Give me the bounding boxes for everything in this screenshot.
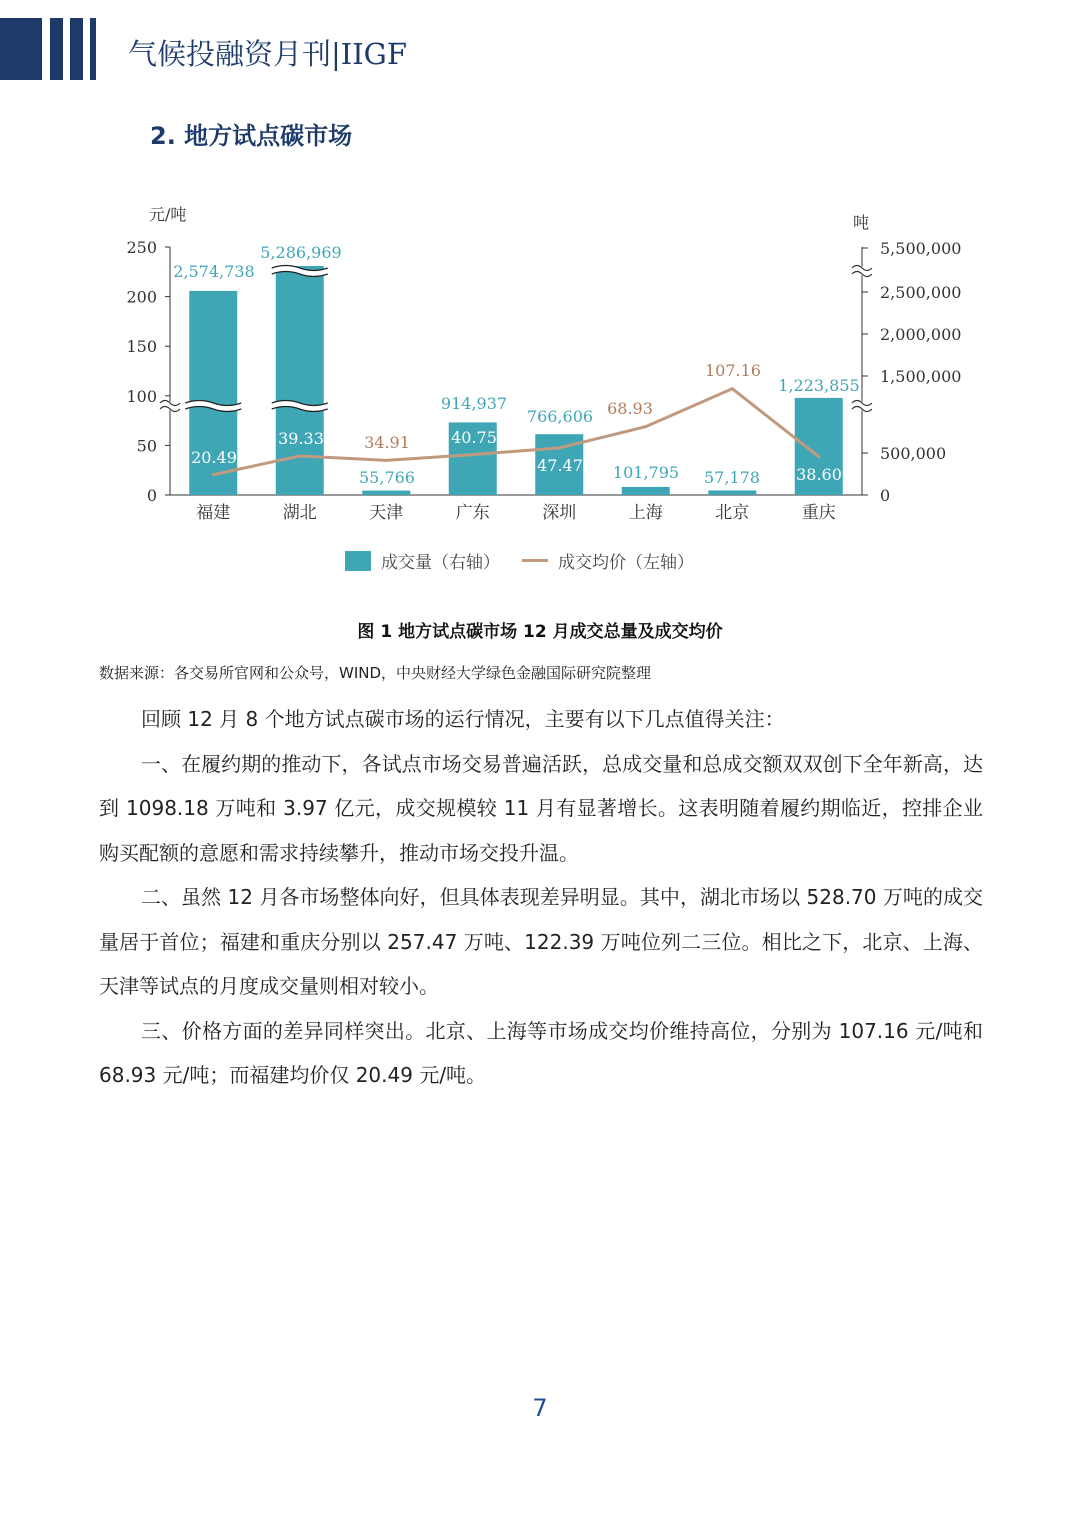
- left-axis-break-mask: [160, 404, 180, 409]
- figure-source: 数据来源：各交易所官网和公众号，WIND，中央财经大学绿色金融国际研究院整理: [99, 664, 652, 682]
- price-point: [644, 425, 647, 428]
- right-axis-break-mask: [852, 269, 872, 274]
- left-axis-tick-label: 0: [146, 486, 157, 505]
- x-axis-tick-label: 北京: [715, 503, 750, 523]
- x-axis-tick-label: 上海: [628, 503, 663, 523]
- x-axis-tick-label: 福建: [196, 503, 231, 523]
- volume-data-label: 5,286,969: [260, 243, 342, 262]
- right-axis-tick-label: 5,500,000: [880, 239, 962, 258]
- right-axis-tick-label: 500,000: [880, 444, 947, 463]
- volume-bar: [362, 491, 410, 495]
- left-axis-tick-label: 150: [126, 337, 157, 357]
- price-data-label: 34.91: [364, 433, 410, 452]
- price-data-label: 39.33: [278, 429, 324, 448]
- price-data-label: 38.60: [796, 465, 842, 484]
- price-point: [385, 459, 388, 462]
- paragraph-3: 二、虽然 12 月各市场整体向好，但具体表现差异明显。其中，湖北市场以 528.70 万吨的成交量居于首位；福建和重庆分别以 257.47 万吨、122.39 万吨位列二三位。相比之下，北京、上海、天津等试点的月度成交量则相对较小。: [99, 885, 983, 998]
- right-axis-break-mask: [852, 404, 872, 409]
- right-axis-unit: 吨: [853, 213, 870, 232]
- x-axis-tick-label: 重庆: [801, 503, 836, 523]
- volume-data-label: 55,766: [359, 468, 415, 487]
- left-axis-unit: 元/吨: [149, 205, 187, 224]
- body-text: [99, 697, 983, 1098]
- price-data-label: 47.47: [537, 456, 583, 475]
- x-axis-tick-label: 天津: [369, 503, 404, 523]
- price-point: [212, 473, 215, 476]
- volume-bar: [708, 490, 756, 495]
- paragraph-1: 回顾 12 月 8 个地方试点碳市场的运行情况，主要有以下几点值得关注：: [141, 707, 785, 731]
- left-axis-tick-label: 200: [126, 287, 157, 307]
- paragraph-4: 三、价格方面的差异同样突出。北京、上海等市场成交均价维持高位，分别为 107.16 元/吨和 68.93 元/吨；而福建均价仅 20.49 元/吨。: [99, 1018, 983, 1087]
- left-axis-tick-label: 250: [126, 238, 157, 257]
- carbon-market-chart: [0, 190, 1080, 540]
- legend-swatch-price: [522, 559, 548, 562]
- right-axis-tick-label: 1,500,000: [880, 367, 962, 386]
- x-axis-tick-label: 深圳: [542, 503, 577, 523]
- x-axis-tick-label: 湖北: [282, 503, 317, 523]
- legend-item-price: [522, 548, 694, 573]
- volume-bar: [622, 487, 670, 495]
- price-point: [471, 453, 474, 456]
- volume-data-label: 914,937: [440, 394, 508, 413]
- volume-data-label: 57,178: [704, 468, 760, 487]
- right-axis-tick-label: 2,000,000: [880, 325, 962, 344]
- left-axis-tick-label: 100: [126, 386, 157, 406]
- price-point: [298, 454, 301, 457]
- volume-data-label: 766,606: [526, 407, 594, 426]
- figure-caption: 图 1 地方试点碳市场 12 月成交总量及成交均价: [357, 622, 723, 642]
- page-number: 7: [532, 1394, 548, 1422]
- volume-data-label: 2,574,738: [173, 262, 255, 281]
- x-axis-tick-label: 广东: [455, 503, 490, 523]
- legend-swatch-volume: [345, 551, 371, 571]
- legend-label-volume: 成交量（右轴）: [381, 553, 500, 573]
- price-point: [817, 455, 820, 458]
- section-title: 2. 地方试点碳市场: [150, 122, 353, 150]
- price-data-label: 20.49: [191, 448, 237, 467]
- header-logo: [0, 18, 100, 80]
- left-axis-tick-label: 50: [136, 436, 157, 456]
- legend-item-volume: [345, 548, 500, 573]
- right-axis-tick-label: 0: [880, 486, 891, 505]
- price-data-label: 68.93: [607, 399, 653, 418]
- legend-label-price: 成交均价（左轴）: [558, 553, 694, 573]
- volume-data-label: 1,223,855: [778, 376, 860, 395]
- paragraph-2: 一、在履约期的推动下，各试点市场交易普遍活跃，总成交量和总成交额双双创下全年新高，达到 1098.18 万吨和 3.97 亿元，成交规模较 11 月有显著增长。这表明随着履约期临近，控排企业购买配额的意愿和需求持续攀升，推动市场交投升温。: [99, 751, 983, 865]
- header-title: 气候投融资月刊|IIGF: [128, 37, 407, 71]
- price-point: [558, 446, 561, 449]
- volume-data-label: 101,795: [612, 463, 680, 482]
- right-axis-tick-label: 2,500,000: [880, 283, 962, 302]
- price-point: [731, 387, 734, 390]
- price-data-label: 40.75: [451, 428, 497, 447]
- price-data-label: 107.16: [705, 361, 761, 380]
